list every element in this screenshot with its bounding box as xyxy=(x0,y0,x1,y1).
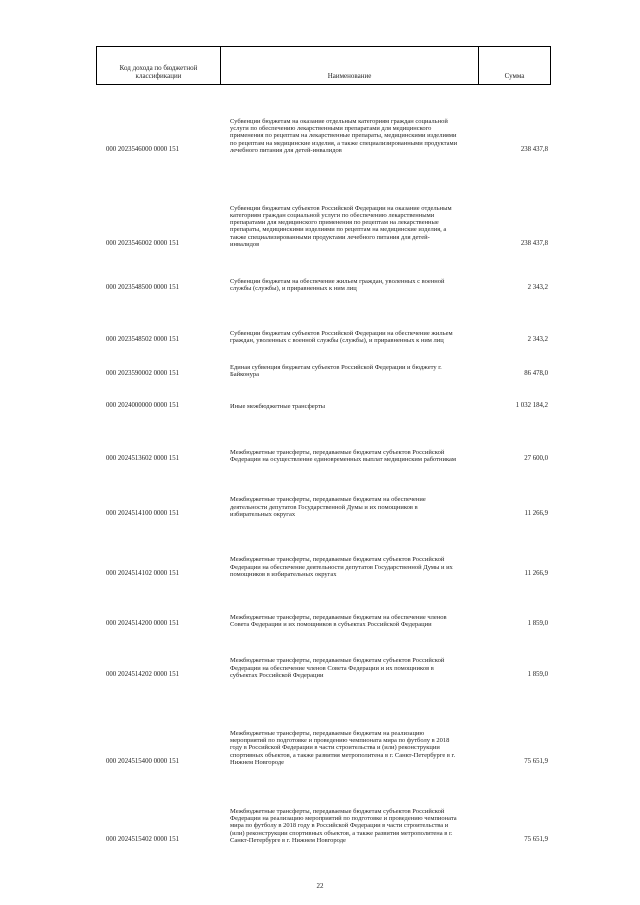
table-row xyxy=(96,651,550,679)
row-name: Иные межбюджетные трансферты xyxy=(230,402,326,410)
row-code: 000 2024514102 0000 151 xyxy=(106,570,180,577)
table-row xyxy=(96,490,550,518)
row-sum: 11 266,9 xyxy=(524,570,548,577)
row-sum: 2 343,2 xyxy=(527,284,548,291)
table-row xyxy=(96,108,550,154)
row-code: 000 2024000000 0000 151 xyxy=(106,402,180,409)
row-sum: 1 859,0 xyxy=(527,671,548,678)
row-code: 000 2023546002 0000 151 xyxy=(106,240,180,247)
row-code: 000 2024515400 0000 151 xyxy=(106,758,180,765)
row-sum: 75 651,9 xyxy=(524,836,548,843)
row-name: Единая субвенция бюджетам субъектов Российской Федерации и бюджету г. Байконура xyxy=(230,363,442,378)
row-sum: 1 032 184,2 xyxy=(515,402,548,409)
row-sum: 27 600,0 xyxy=(524,455,548,462)
row-code: 000 2024514100 0000 151 xyxy=(106,510,180,517)
table-row xyxy=(96,270,550,292)
row-code: 000 2023548500 0000 151 xyxy=(106,284,180,291)
row-name: Субвенции бюджетам на обеспечение жильем граждан, уволенных с военной службы (службы), и приравненных к ним лиц xyxy=(230,277,445,292)
row-code: 000 2023590002 0000 151 xyxy=(106,370,180,377)
row-name: Субвенции бюджетам субъектов Российской Федерации на оказание отдельным категориям граждан социальной услуги по обеспечению лекарственными препаратами для медицинского применения по рецептам на лекарственные препараты, медицинскими изделиями по рецептам на медицинские изделия, а также специализированными продуктами лечебного питания для детей-инвалидов xyxy=(230,204,452,248)
table-row xyxy=(96,398,550,410)
row-name: Межбюджетные трансферты, передаваемые бюджетам на обеспечение членов Совета Федерации и их помощников в субъектах Российской Федерации xyxy=(230,613,447,628)
header-name: Наименование xyxy=(221,47,479,85)
table-row xyxy=(96,437,550,463)
page-number: 22 xyxy=(316,882,324,890)
row-name: Межбюджетные трансферты, передаваемые бюджетам субъектов Российской Федерации на реализацию мероприятий по подготовке и проведению чемпионата мира по футболу в 2018 году в Российской Федерации в части строительства и (или) реконструкции спортивных объектов, а также развития метрополитена в г. Санкт-Петербурге в г. Нижнем Новгороде xyxy=(230,807,457,844)
table-header xyxy=(96,46,551,85)
row-name: Межбюджетные трансферты, передаваемые бюджетам на обеспечение деятельности депутатов Государственной Думы и их помощников в избирательных округах xyxy=(230,496,426,518)
table-row xyxy=(96,358,550,378)
row-sum: 11 266,9 xyxy=(524,510,548,517)
table-row xyxy=(96,608,550,628)
row-code: 000 2023548502 0000 151 xyxy=(106,336,180,343)
row-sum: 75 651,9 xyxy=(524,758,548,765)
row-code: 000 2023546000 0000 151 xyxy=(106,146,180,153)
row-code: 000 2024514202 0000 151 xyxy=(106,671,180,678)
row-name: Субвенции бюджетам на оказание отдельным категориям граждан социальной услуги по обеспечению лекарственными препаратами для медицинского применения по рецептам на лекарственные препараты, медицинскими изделиями по рецептам на медицинские изделия, а также специализированными продуктами лечебного питания для детей-инвалидов xyxy=(230,117,458,154)
row-code: 000 2024514200 0000 151 xyxy=(106,620,180,627)
row-sum: 2 343,2 xyxy=(527,336,548,343)
row-sum: 1 859,0 xyxy=(527,620,548,627)
row-name: Межбюджетные трансферты, передаваемые бюджетам субъектов Российской Федерации на обеспечение членов Совета Федерации и их помощников в субъектах Российской Федерации xyxy=(230,657,445,679)
header-code: Код дохода по бюджетной классификации xyxy=(97,47,221,85)
row-sum: 238 437,8 xyxy=(520,240,548,247)
table-row xyxy=(96,800,550,844)
row-code: 000 2024513602 0000 151 xyxy=(106,455,180,462)
row-sum: 86 478,0 xyxy=(524,370,548,377)
row-name: Межбюджетные трансферты, передаваемые бюджетам субъектов Российской Федерации на осуществление единовременных выплат медицинским работникам xyxy=(230,448,457,463)
table-row xyxy=(96,196,550,248)
table-row xyxy=(96,318,550,344)
row-name: Межбюджетные трансферты, передаваемые бюджетам субъектов Российской Федерации на обеспечение деятельности депутатов Государственной Думы и их помощников в избирательных округах xyxy=(230,556,453,578)
table-row xyxy=(96,718,550,766)
table-row xyxy=(96,550,550,578)
row-name: Субвенции бюджетам субъектов Российской Федерации на обеспечение жильем граждан, уволенных с военной службы (службы), и приравненных к ним лиц xyxy=(230,329,453,344)
header-sum: Сумма xyxy=(479,47,551,85)
row-name: Межбюджетные трансферты, передаваемые бюджетам на реализацию мероприятий по подготовке и проведению чемпионата мира по футболу в 2018 году в Российской Федерации в части строительства и (или) реконструкции спортивных объектов, а также развития метрополитена в г. Санкт-Петербурге в г. Нижнем Новгороде xyxy=(230,729,456,766)
row-code: 000 2024515402 0000 151 xyxy=(106,836,180,843)
row-sum: 238 437,8 xyxy=(520,146,548,153)
